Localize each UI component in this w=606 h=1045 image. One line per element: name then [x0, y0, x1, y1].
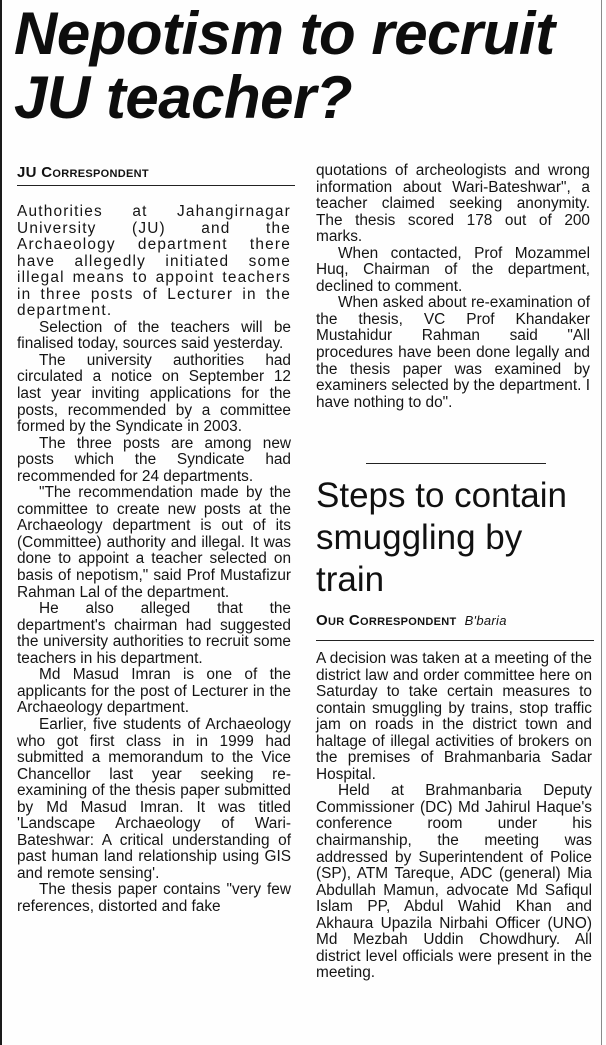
- article1-headline: Nepotism to recruit JU teacher?: [14, 0, 555, 131]
- article1-paragraph-9-start: The thesis paper contains "very few references, distorted and fake: [17, 881, 291, 915]
- article1-byline: JU Correspondent: [17, 164, 149, 181]
- article1-paragraph-3: The university authorities had circulated a notice on September 12 last year inviting applications for the posts, recommended by a committee formed by the Syndicate in 2003.: [17, 351, 291, 436]
- article2-paragraph-1: A decision was taken at a meeting of the district law and order committee here on Saturday to take certain measures to contain smuggling by trains, stop traffic jam on roads in the district town and haltage of illegal activities of brokers on the premises of Brahmanbaria Sadar Hospital.: [316, 650, 592, 783]
- article2-byline: [316, 612, 507, 630]
- article1-paragraph-4: The three posts are among new posts which the Syndicate had recommended for 24 departments.: [17, 434, 291, 485]
- article1-paragraph-11: When asked about re-examination of the thesis, VC Prof Khandaker Mustahidur Rahman said "All procedures have been done legally and the thesis paper was examined by examiners selected by the department. I have nothing to do".: [316, 294, 590, 411]
- article1-paragraph-9-end: quotations of archeologists and wrong information about Wari-Bateshwar", a teacher claimed seeking anonymity. The thesis scored 178 out of 200 marks.: [316, 162, 590, 246]
- article1-paragraph-10: When contacted, Prof Mozammel Huq, Chairman of the department, declined to comment.: [316, 244, 590, 295]
- article2-paragraph-2: Held at Brahmanbaria Deputy Commissioner (DC) Md Jahirul Haque's conference room under his chairmanship, the meeting was addressed by Superintendent of Police (SP), ATM Tareque, ADC (general) Mia Abdullah Mamun, advocate Md Safiqul Islam PP, Abdul Wahid Khan and Akhaura Upazila Nirbahi Officer (UNO) Md Mezbah Uddin Chowdhury. All district level officials were present in the meeting.: [316, 782, 592, 982]
- article-separator-rule: [366, 463, 546, 464]
- article2-byline-name: Our Correspondent: [316, 612, 457, 629]
- article1-paragraph-6: He also alleged that the department's chairman had suggested the university authorities to recruit some teachers in his department.: [17, 600, 291, 667]
- article1-paragraph-1: Authorities at Jahangirnagar University (JU) and the Archaeology department there have allegedly initiated some illegal means to appoint teachers in three posts of Lecturer in the department.: [17, 203, 291, 320]
- page-border-left: [0, 0, 2, 1045]
- article2-dateline: B'baria: [464, 613, 507, 628]
- article1-paragraph-2: Selection of the teachers will be finalised today, sources said yesterday.: [17, 318, 291, 353]
- article1-paragraph-5: "The recommendation made by the committee to create new posts at the Archaeology department is out of its (Committee) authority and illegal. It was done to appoint a teacher selected on basis of nepotism," said Prof Mustafizur Rahman Lal of the department.: [17, 484, 291, 601]
- article1-column-2: [316, 163, 590, 411]
- article2-headline: Steps to contain smuggling by train: [316, 476, 567, 599]
- article2-column: [316, 651, 592, 982]
- article1-byline-rule: [17, 185, 295, 186]
- page-border-right: [601, 0, 602, 1045]
- article2-byline-rule: [316, 640, 594, 641]
- article1-column-1: [17, 204, 291, 916]
- article1-paragraph-8: Earlier, five students of Archaeology who got first class in in 1999 had submitted a memorandum to the Vice Chancellor last year seeking re-examining of the thesis paper submitted by Md Masud Imran. It was titled 'Landscape Archaeology of Wari-Bateshwar: A critical understanding of past human land relationship using GIS and remote sensing'.: [17, 715, 291, 882]
- article1-paragraph-7: Md Masud Imran is one of the applicants for the post of Lecturer in the Archaeology department.: [17, 666, 291, 717]
